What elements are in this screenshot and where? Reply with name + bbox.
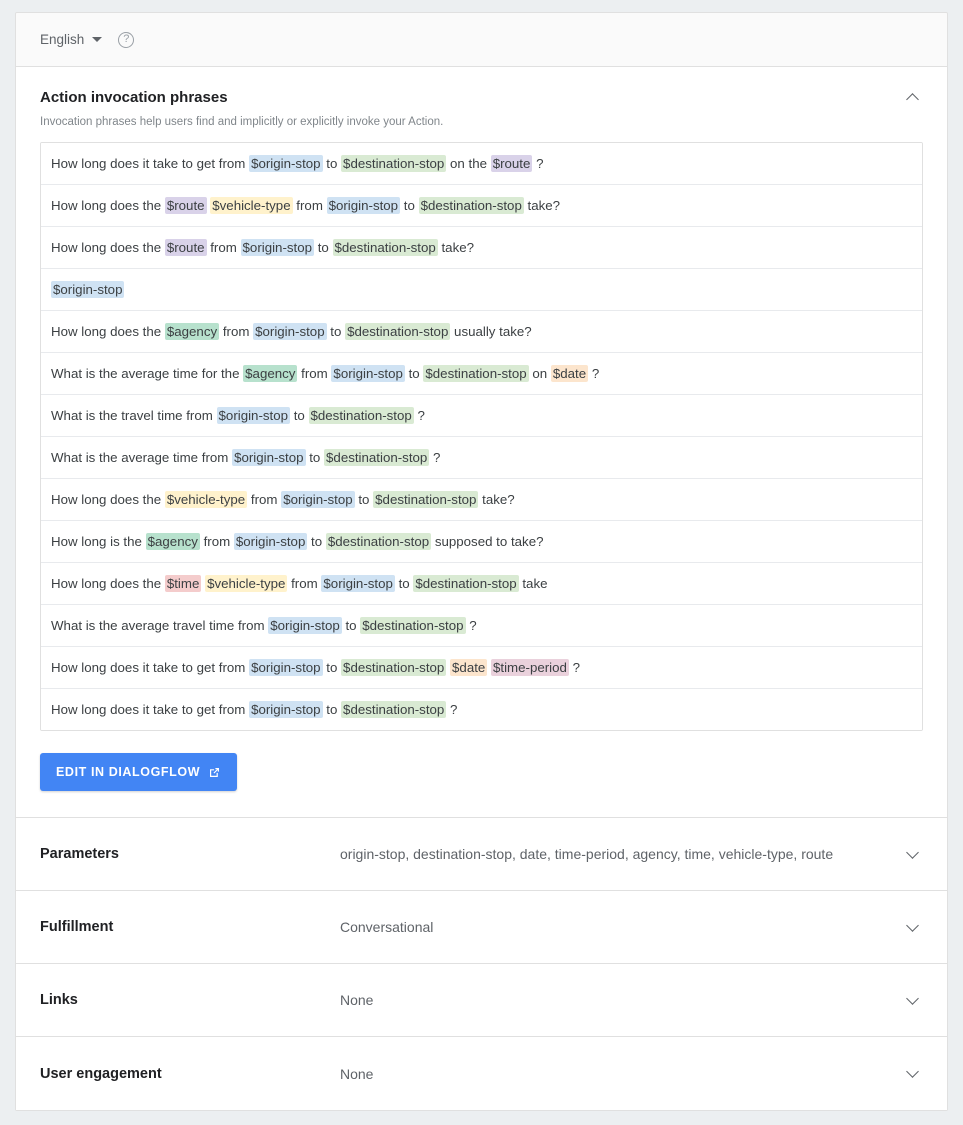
section-subtitle: Invocation phrases help users find and implicitly or explicitly invoke your Action.: [40, 116, 444, 128]
phrase-text: to: [354, 492, 374, 507]
language-label: English: [40, 32, 85, 47]
phrase-text: How long does the: [51, 324, 165, 339]
parameter-chip: $origin-stop: [251, 702, 321, 717]
chevron-down-icon: [906, 1065, 919, 1078]
phrase-text: How long is the: [51, 534, 146, 549]
parameter-chip: $origin-stop: [234, 450, 304, 465]
parameter-chip: $origin-stop: [323, 576, 393, 591]
collapsed-sections: [16, 818, 947, 1110]
invocation-phrase-row[interactable]: [41, 479, 922, 521]
phrase-text: from: [292, 198, 327, 213]
parameter-chip: $time-period: [493, 660, 567, 675]
language-selector[interactable]: [40, 32, 102, 47]
parameter-chip: $route: [166, 198, 205, 213]
phrase-text: from: [287, 576, 322, 591]
collapse-invocation-button[interactable]: [905, 89, 923, 107]
help-glyph: ?: [123, 32, 130, 45]
parameter-chip: $route: [166, 240, 205, 255]
parameter-chip: $origin-stop: [270, 618, 340, 633]
phrase-text: from: [199, 534, 234, 549]
chevron-down-icon: [906, 846, 919, 859]
section-row-value: None: [340, 1065, 374, 1082]
phrase-text: to: [322, 156, 342, 171]
invocation-phrase-row[interactable]: [41, 437, 922, 479]
invocation-phrase-row[interactable]: [41, 227, 922, 269]
parameter-chip: $vehicle-type: [207, 576, 286, 591]
phrase-text: ?: [568, 660, 581, 675]
phrase-text: ?: [532, 156, 544, 171]
phrase-text: supposed to take?: [431, 534, 544, 549]
invocation-phrase-row[interactable]: [41, 143, 922, 185]
parameter-chip: $destination-stop: [375, 492, 477, 507]
section-row-label: Fulfillment: [40, 919, 114, 935]
parameter-chip: $destination-stop: [362, 618, 464, 633]
phrase-text: What is the average time for the: [51, 366, 244, 381]
edit-in-dialogflow-button[interactable]: [40, 753, 237, 791]
parameter-chip: $agency: [166, 324, 218, 339]
section-row-value: None: [340, 992, 374, 1008]
invocation-phrase-row[interactable]: [41, 353, 922, 395]
parameter-chip: $origin-stop: [333, 366, 403, 381]
parameter-chip: $vehicle-type: [166, 492, 246, 507]
expand-links-button[interactable]: [905, 992, 923, 1010]
invocation-phrase-row[interactable]: [41, 395, 922, 437]
phrase-text: ?: [465, 618, 477, 633]
phrase-text: to: [394, 576, 414, 591]
invocation-phrase-table: [40, 142, 923, 731]
parameter-chip: $origin-stop: [283, 492, 353, 507]
parameter-chip: $destination-stop: [334, 240, 436, 255]
parameter-chip: $destination-stop: [326, 450, 428, 465]
parameter-chip: $destination-stop: [343, 702, 445, 717]
expand-parameters-button[interactable]: [905, 846, 923, 864]
invocation-phrase-row[interactable]: [41, 311, 922, 353]
parameter-chip: $agency: [245, 366, 296, 381]
phrase-text: How long does the: [51, 576, 165, 591]
phrase-text: from: [297, 366, 332, 381]
parameter-chip: $origin-stop: [235, 534, 306, 549]
phrase-text: How long does it take to get from: [51, 156, 250, 171]
phrase-text: to: [404, 366, 424, 381]
expand-fulfillment-button[interactable]: [905, 919, 923, 937]
parameter-chip: $origin-stop: [218, 408, 289, 423]
parameter-chip: $destination-stop: [347, 324, 449, 339]
phrase-text: to: [322, 702, 342, 717]
invocation-phrase-row[interactable]: [41, 563, 922, 605]
help-circle-icon[interactable]: [118, 32, 134, 48]
action-card: [15, 12, 948, 1111]
phrase-text: How long does it take to get from: [51, 702, 250, 717]
phrase-text: usually take?: [450, 324, 532, 339]
phrase-text: to: [341, 618, 361, 633]
phrase-text: from: [247, 492, 282, 507]
chevron-down-icon: [906, 992, 919, 1005]
phrase-text: ?: [446, 702, 458, 717]
parameter-chip: $destination-stop: [420, 198, 522, 213]
parameter-chip: $destination-stop: [343, 660, 445, 675]
section-row-parameters[interactable]: [16, 818, 947, 891]
invocation-phrase-row[interactable]: [41, 605, 922, 647]
phrase-text: to: [322, 660, 342, 675]
parameter-chip: $agency: [147, 534, 198, 549]
phrase-text: to: [307, 534, 326, 549]
section-row-links[interactable]: [16, 964, 947, 1037]
parameter-chip: $destination-stop: [425, 366, 527, 381]
section-title: Action invocation phrases: [40, 89, 228, 106]
phrase-text: to: [314, 240, 333, 255]
section-row-label: Parameters: [40, 846, 119, 862]
invocation-phrase-row[interactable]: [41, 689, 922, 730]
phrase-text: What is the average travel time from: [51, 618, 269, 633]
phrase-text: How long does the: [51, 198, 165, 213]
parameter-chip: $destination-stop: [310, 408, 412, 423]
parameter-chip: $route: [492, 156, 531, 171]
parameter-chip: $origin-stop: [251, 660, 321, 675]
phrase-text: on the: [446, 156, 491, 171]
parameter-chip: $origin-stop: [53, 282, 123, 297]
expand-user-engagement-button[interactable]: [905, 1065, 923, 1083]
phrase-text: take?: [437, 240, 475, 255]
parameter-chip: $date: [552, 366, 587, 381]
section-row-fulfillment[interactable]: [16, 891, 947, 964]
parameter-chip: $time: [166, 576, 200, 591]
parameter-chip: $destination-stop: [343, 156, 445, 171]
section-row-value: Conversational: [340, 919, 434, 935]
parameter-chip: $origin-stop: [328, 198, 399, 213]
phrase-text: How long does it take to get from: [51, 660, 250, 675]
phrase-text: take: [518, 576, 548, 591]
parameter-chip: $vehicle-type: [212, 198, 291, 213]
phrase-text: How long does the: [51, 240, 165, 255]
parameter-chip: $date: [452, 660, 486, 675]
section-row-value: origin-stop, destination-stop, date, time-period, agency, time, vehicle-type, route: [340, 846, 834, 862]
phrase-text: What is the average time from: [51, 450, 233, 465]
section-row-user-engagement[interactable]: [16, 1037, 947, 1110]
phrase-text: on: [528, 366, 551, 381]
phrase-text: from: [206, 240, 241, 255]
invocation-phrase-row[interactable]: [41, 647, 922, 689]
phrase-text: What is the travel time from: [51, 408, 217, 423]
invocation-phrase-row[interactable]: [41, 185, 922, 227]
language-bar: [16, 13, 947, 67]
phrase-text: How long does the: [51, 492, 165, 507]
chevron-up-icon: [906, 93, 919, 106]
chevron-down-icon: [906, 919, 919, 932]
section-row-label: Links: [40, 992, 78, 1008]
phrase-text: from: [219, 324, 254, 339]
parameter-chip: $destination-stop: [327, 534, 430, 549]
edit-in-dialogflow-label: EDIT IN DIALOGFLOW: [56, 765, 201, 779]
phrase-text: ?: [429, 450, 441, 465]
phrase-text: take?: [478, 492, 515, 507]
phrase-text: to: [326, 324, 346, 339]
phrase-text: to: [400, 198, 419, 213]
external-link-icon: [208, 766, 221, 779]
action-invocation-phrases-section: [16, 67, 947, 818]
phrase-text: ?: [588, 366, 600, 381]
parameter-chip: $origin-stop: [255, 324, 325, 339]
phrase-text: to: [305, 450, 325, 465]
phrase-text: to: [290, 408, 309, 423]
invocation-phrase-row[interactable]: [41, 269, 922, 311]
chevron-down-icon: [92, 37, 102, 42]
parameter-chip: $origin-stop: [242, 240, 313, 255]
invocation-phrase-row[interactable]: [41, 521, 922, 563]
phrase-text: ?: [413, 408, 425, 423]
section-row-label: User engagement: [40, 1065, 162, 1082]
parameter-chip: $origin-stop: [251, 156, 321, 171]
phrase-text: take?: [523, 198, 561, 213]
parameter-chip: $destination-stop: [415, 576, 517, 591]
